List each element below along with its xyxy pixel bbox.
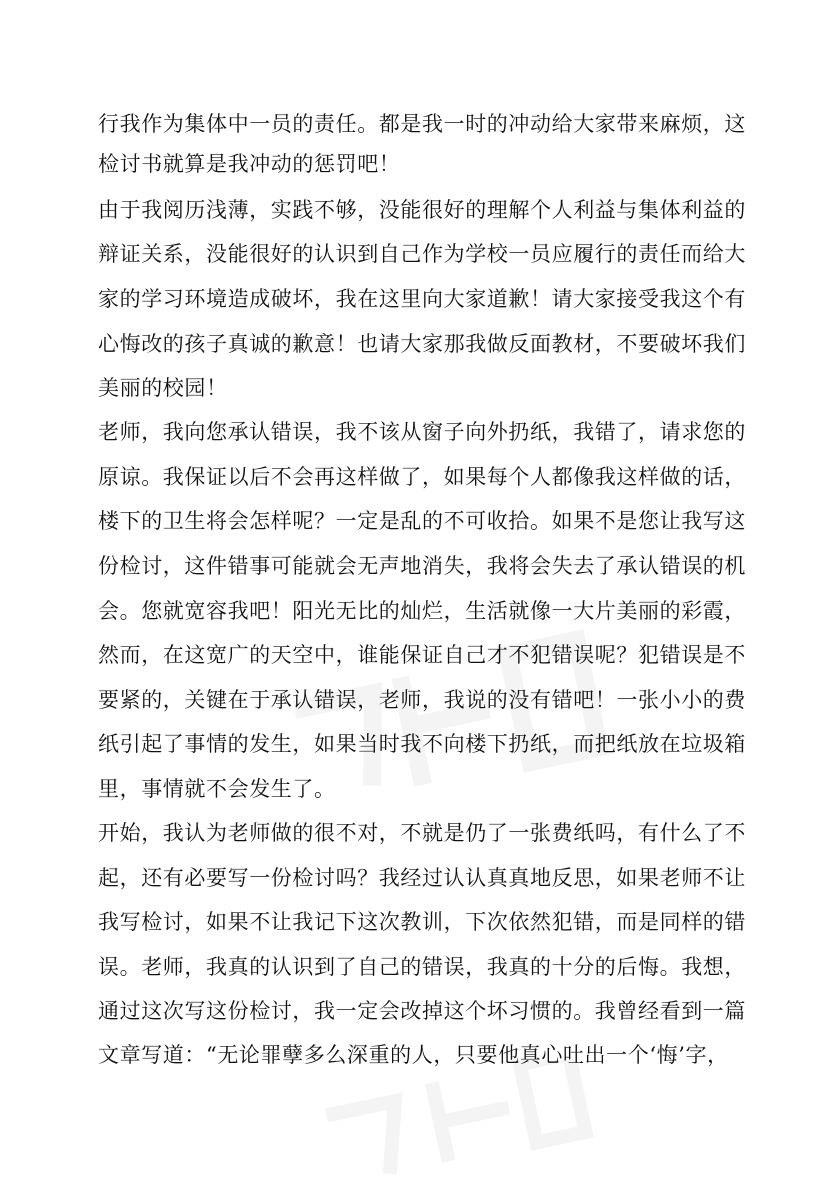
text-line: 辩证关系，没能很好的认识到自己作为学校一员应履行的责任而给大 <box>98 242 746 266</box>
text-line: 里，事情就不会发生了。 <box>98 777 336 801</box>
text-line: 由于我阅历浅薄，实践不够，没能很好的理解个人利益与集体利益的 <box>98 198 746 222</box>
text-line: 误。老师，我真的认识到了自己的错误，我真的十分的后悔。我想， <box>98 955 746 979</box>
text-line: 心悔改的孩子真诚的歉意！也请大家那我做反面教材，不要破坏我们 <box>98 332 746 356</box>
text-line: 楼下的卫生将会怎样呢？一定是乱的不可收拾。如果不是您让我写这 <box>98 509 746 533</box>
text-line: 开始，我认为老师做的很不对，不就是仍了一张费纸吗，有什么了不 <box>98 821 746 845</box>
text-line: 通过这次写这份检讨，我一定会改掉这个坏习惯的。我曾经看到一篇 <box>98 999 746 1023</box>
text-line: 检讨书就算是我冲动的惩罚吧！ <box>98 152 401 176</box>
text-line: 份检讨，这件错事可能就会无声地消失，我将会失去了承认错误的机 <box>98 554 746 578</box>
text-line: 行我作为集体中一员的责任。都是我一时的冲动给大家带来麻烦，这 <box>98 112 746 136</box>
text-line: 美丽的校园！ <box>98 376 228 400</box>
text-line: 要紧的，关键在于承认错误，老师，我说的没有错吧！一张小小的费 <box>98 688 746 712</box>
text-line: 然而，在这宽广的天空中，谁能保证自己才不犯错误呢？犯错误是不 <box>98 643 746 667</box>
text-line: 纸引起了事情的发生，如果当时我不向楼下扔纸，而把纸放在垃圾箱 <box>98 732 746 756</box>
text-line: 原谅。我保证以后不会再这样做了，如果每个人都像我这样做的话， <box>98 465 746 489</box>
text-line: 我写检讨，如果不让我记下这次教训，下次依然犯错，而是同样的错 <box>98 910 746 934</box>
text-line: 文章写道：“无论罪孽多么深重的人，只要他真心吐出一个‘悔’字， <box>98 1043 729 1067</box>
text-line: 会。您就宽容我吧！阳光无比的灿烂，生活就像一大片美丽的彩霞， <box>98 599 746 623</box>
text-line: 老师，我向您承认错误，我不该从窗子向外扔纸，我错了，请求您的 <box>98 420 746 444</box>
text-line: 家的学习环境造成破坏，我在这里向大家道歉！请大家接受我这个有 <box>98 287 746 311</box>
watermark-icon-bottom <box>300 1060 600 1180</box>
text-line: 起，还有必要写一份检讨吗？我经过认认真真地反思，如果老师不让 <box>98 866 746 890</box>
